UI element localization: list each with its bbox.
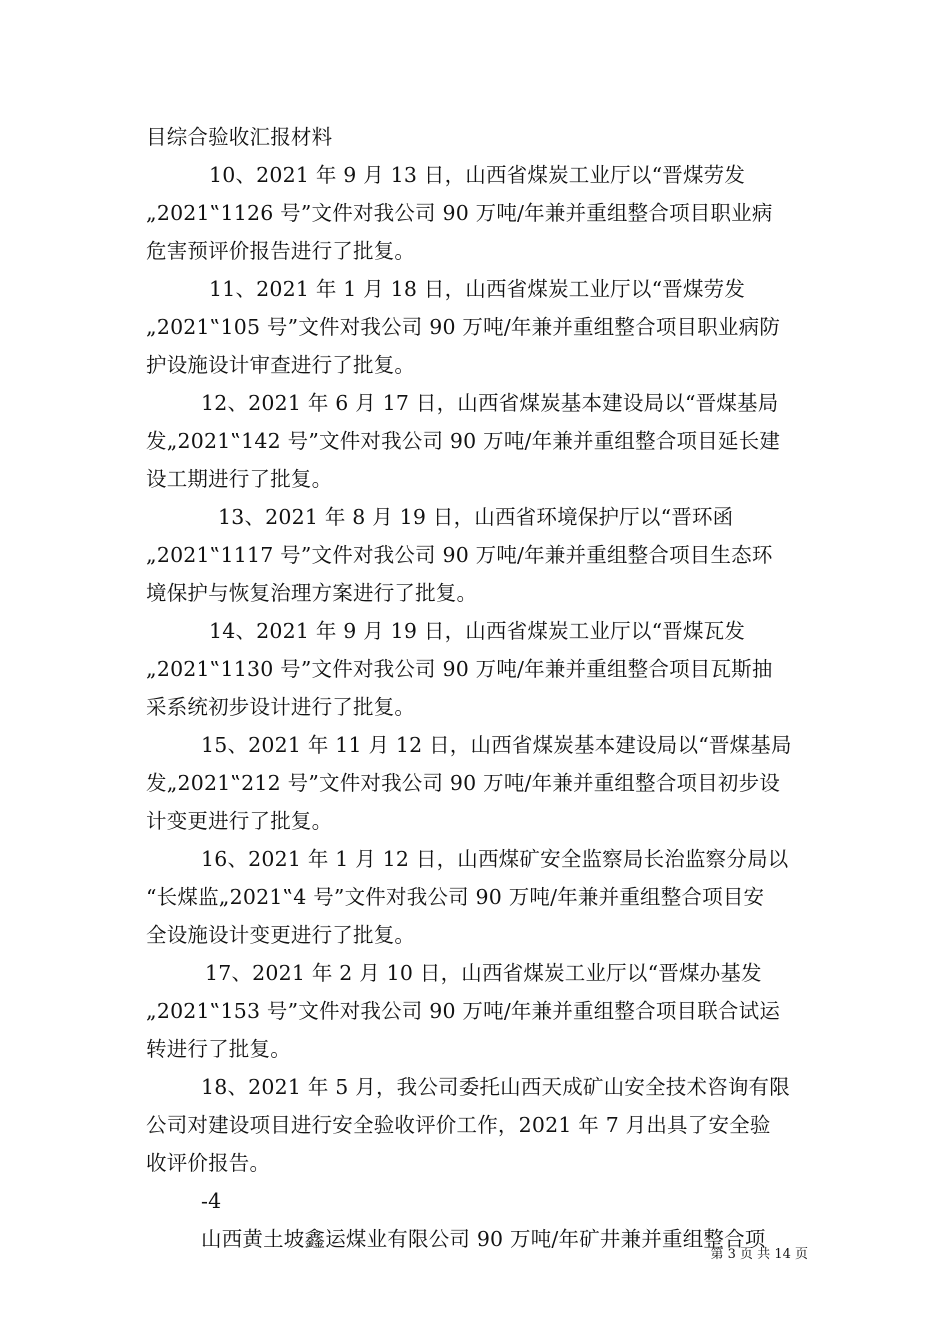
- text-line: 17、2021 年 2 月 10 日，山西省煤炭工业厅以“晋煤办基发: [205, 961, 762, 985]
- text-line: 10、2021 年 9 月 13 日，山西省煤炭工业厅以“晋煤劳发: [209, 163, 746, 187]
- text-line: 护设施设计审查进行了批复。: [146, 353, 416, 377]
- text-line: “长煤监„2021‟4 号”文件对我公司 90 万吨/年兼并重组整合项目安: [146, 885, 765, 909]
- text-line: „2021‟1117 号”文件对我公司 90 万吨/年兼并重组整合项目生态环: [146, 543, 773, 567]
- text-line: 设工期进行了批复。: [146, 467, 333, 491]
- text-line: „2021‟153 号”文件对我公司 90 万吨/年兼并重组整合项目联合试运: [146, 999, 781, 1023]
- text-line: „2021‟105 号”文件对我公司 90 万吨/年兼并重组整合项目职业病防: [146, 315, 781, 339]
- text-line: -4: [201, 1189, 222, 1213]
- text-line: 全设施设计变更进行了批复。: [146, 923, 416, 947]
- text-line: 目综合验收汇报材料: [146, 125, 333, 149]
- text-line: 山西黄土坡鑫运煤业有限公司 90 万吨/年矿井兼并重组整合项: [201, 1227, 766, 1251]
- text-line: 发„2021‟142 号”文件对我公司 90 万吨/年兼并重组整合项目延长建: [146, 429, 781, 453]
- text-line: 13、2021 年 8 月 19 日，山西省环境保护厅以“晋环函: [218, 505, 734, 529]
- text-line: 计变更进行了批复。: [146, 809, 333, 833]
- page-number: 第 3 页 共 14 页: [710, 1247, 808, 1262]
- text-line: „2021‟1130 号”文件对我公司 90 万吨/年兼并重组整合项目瓦斯抽: [146, 657, 773, 681]
- text-line: 15、2021 年 11 月 12 日，山西省煤炭基本建设局以“晋煤基局: [201, 733, 792, 757]
- text-line: 11、2021 年 1 月 18 日，山西省煤炭工业厅以“晋煤劳发: [209, 277, 746, 301]
- text-line: 16、2021 年 1 月 12 日，山西煤矿安全监察局长治监察分局以: [201, 847, 789, 871]
- text-line: „2021‟1126 号”文件对我公司 90 万吨/年兼并重组整合项目职业病: [146, 201, 773, 225]
- text-line: 采系统初步设计进行了批复。: [146, 695, 416, 719]
- text-line: 18、2021 年 5 月，我公司委托山西天成矿山安全技术咨询有限: [201, 1075, 790, 1099]
- text-line: 发„2021‟212 号”文件对我公司 90 万吨/年兼并重组整合项目初步设: [146, 771, 781, 795]
- text-line: 境保护与恢复治理方案进行了批复。: [146, 581, 478, 605]
- text-line: 12、2021 年 6 月 17 日，山西省煤炭基本建设局以“晋煤基局: [201, 391, 779, 415]
- text-line: 14、2021 年 9 月 19 日，山西省煤炭工业厅以“晋煤瓦发: [209, 619, 746, 643]
- text-line: 危害预评价报告进行了批复。: [146, 239, 416, 263]
- text-line: 收评价报告。: [146, 1151, 271, 1175]
- text-line: 转进行了批复。: [146, 1037, 291, 1061]
- text-line: 公司对建设项目进行安全验收评价工作，2021 年 7 月出具了安全验: [146, 1113, 771, 1137]
